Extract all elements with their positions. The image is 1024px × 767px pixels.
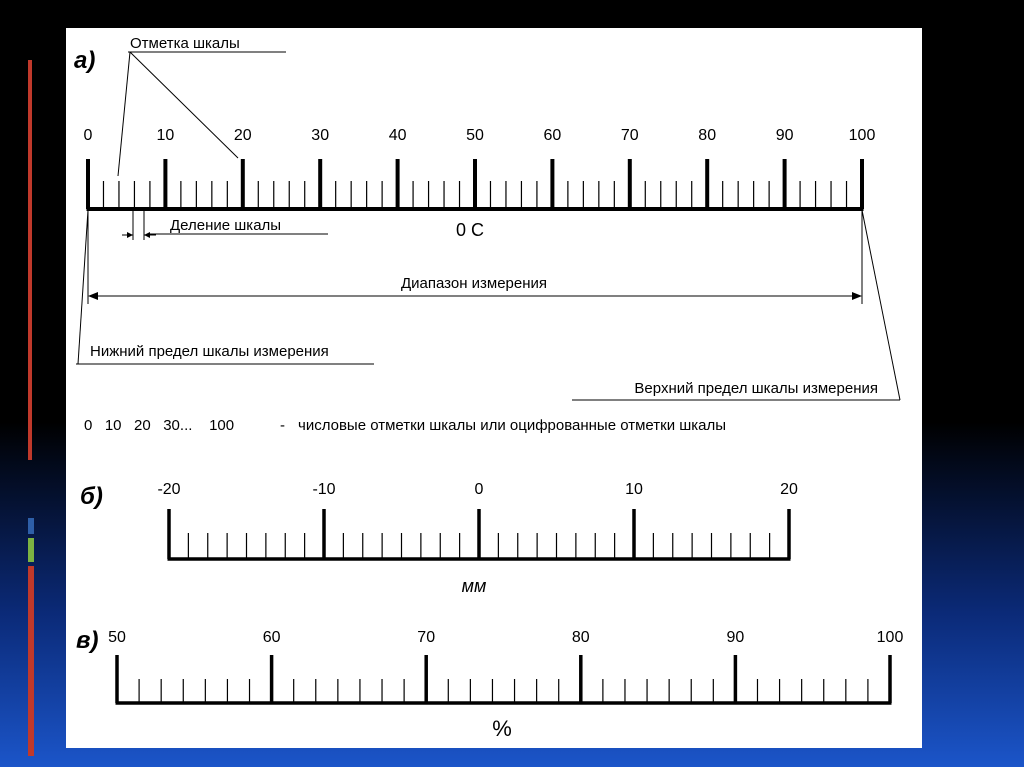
panel-b [80,481,798,596]
scale-division-callout: Деление шкалы [170,217,282,234]
legend-dash: - [280,417,285,434]
lower-limit-leader-line [78,210,88,364]
upper-limit-callout: Верхний предел шкалы измерения [634,380,878,397]
upper-limit-leader-line [862,210,900,400]
deco-bar [28,566,34,756]
panel-c [76,627,903,741]
scale-b-ticks [168,509,791,559]
tick-label: 90 [775,127,794,144]
tick-label: 70 [620,127,639,144]
panel-a [74,35,900,434]
deco-bar [28,538,34,562]
numeric-marks-definition: числовые отметки шкалы или оцифрованные отметки шкалы [298,417,727,434]
tick-label: 50 [108,629,126,646]
deco-bar [28,60,32,460]
scale-diagram [66,28,922,748]
tick-label: 100 [876,629,904,646]
range-arrowhead-right [852,292,862,300]
tick-label: 70 [417,629,436,646]
panel-c-label: в) [76,627,99,654]
tick-label: 60 [262,629,281,646]
scale-c-ticks [116,655,892,703]
scale-mark-leader-line [130,52,238,158]
tick-label: -10 [312,481,336,498]
scale-a-ticks [87,159,864,209]
scale-c-tick-labels [108,629,903,646]
scale-c-unit: % [492,716,512,741]
tick-label: 90 [726,629,745,646]
lower-limit-callout: Нижний предел шкалы измерения [90,343,329,360]
tick-label: 80 [698,127,717,144]
decorative-side-bars [20,60,42,760]
tick-label: 80 [571,629,590,646]
tick-label: 40 [388,127,407,144]
scale-a-unit: 0 С [456,220,485,240]
tick-label: 0 [474,481,484,498]
numeric-marks-examples: 0 10 20 30... 100 [84,417,235,434]
tick-label: 20 [233,127,252,144]
division-arrowhead [127,232,133,238]
tick-label: -20 [157,481,181,498]
panel-a-label: а) [74,47,96,74]
scale-mark-leader-line [118,52,130,176]
scale-b-tick-labels [157,481,798,498]
range-arrowhead-left [88,292,98,300]
division-arrowhead [144,232,150,238]
deco-bar [28,518,34,534]
tick-label: 100 [848,127,876,144]
measurement-range-label: Диапазон измерения [400,275,548,292]
scale-mark-callout: Отметка шкалы [130,35,240,52]
tick-label: 50 [466,127,484,144]
scale-b-unit: мм [461,576,487,596]
tick-label: 60 [543,127,562,144]
tick-label: 10 [625,481,643,498]
slide [66,28,922,748]
tick-label: 10 [156,127,175,144]
tick-label: 20 [780,481,798,498]
panel-b-label: б) [80,483,103,510]
scale-a-tick-labels [84,127,876,144]
tick-label: 30 [311,127,330,144]
tick-label: 0 [83,127,93,144]
